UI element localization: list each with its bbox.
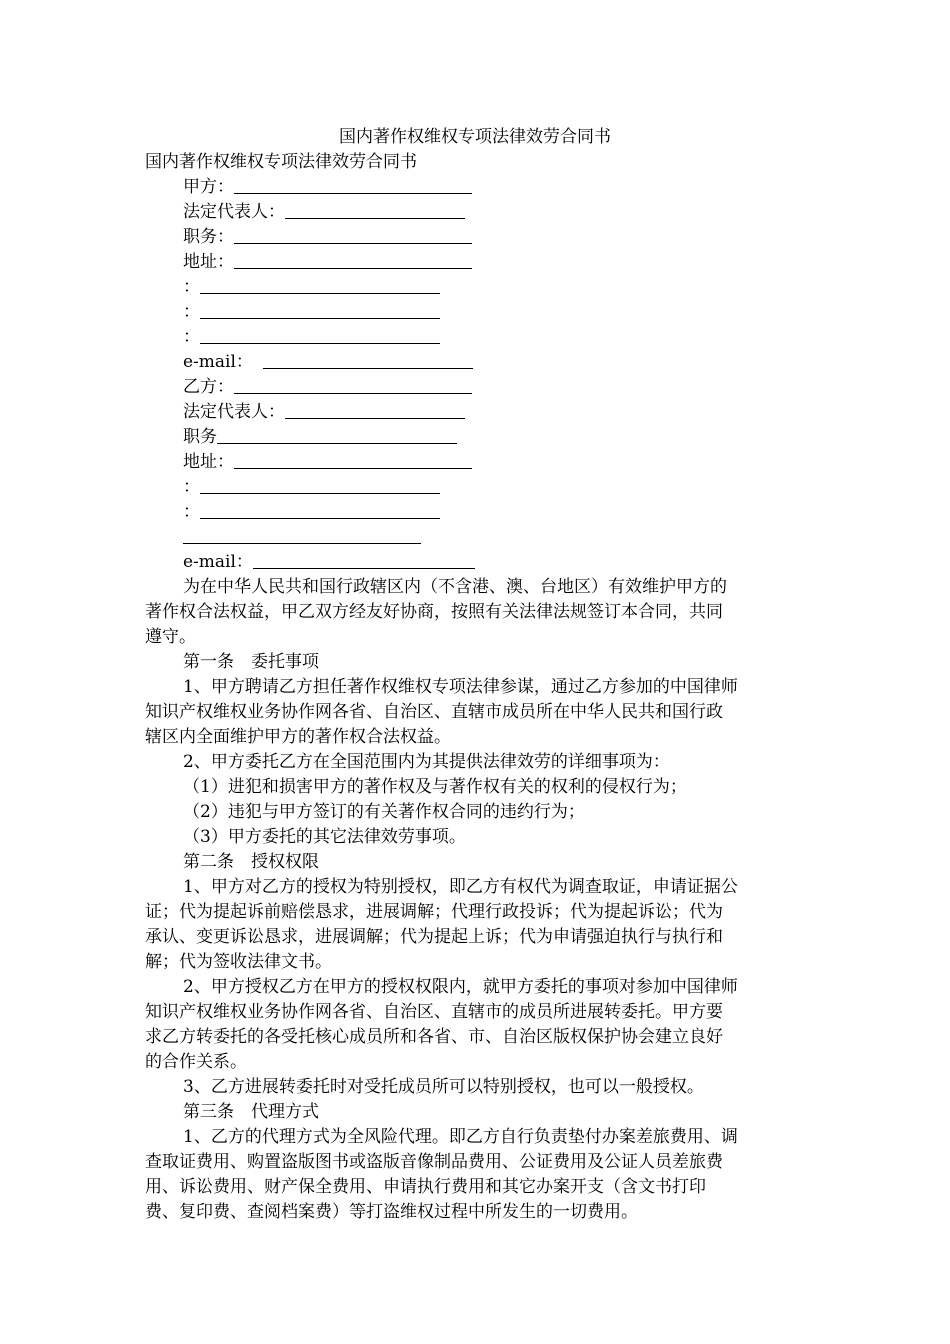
article-3-p1-line-3: 用、诉讼费用、财产保全费用、申请执行费用和其它办案开支（含文书打印 bbox=[145, 1177, 706, 1197]
party-a-colon-1: ： bbox=[183, 277, 200, 297]
party-b-extra-blank-1 bbox=[200, 476, 440, 494]
party-b-rep-field bbox=[183, 400, 465, 425]
party-b-name-label: 乙方： bbox=[183, 377, 234, 397]
party-a-extra-field-1 bbox=[183, 275, 440, 300]
article-2-p1-line-2: 证；代为提起诉前赔偿恳求，进展调解；代理行政投诉；代为提起诉讼；代为 bbox=[145, 902, 723, 922]
party-a-rep-field bbox=[183, 200, 465, 225]
party-a-name-field bbox=[183, 175, 472, 200]
party-b-extra-field-1 bbox=[183, 475, 440, 500]
party-a-position-blank bbox=[234, 226, 472, 244]
party-b-extra-blank-3 bbox=[183, 526, 421, 544]
party-a-name-blank bbox=[234, 176, 472, 194]
party-a-name-label: 甲方： bbox=[183, 177, 234, 197]
document-subtitle: 国内著作权维权专项法律效劳合同书 bbox=[145, 152, 417, 172]
article-1-p1-line-3: 辖区内全面维护甲方的著作权合法权益。 bbox=[145, 727, 451, 747]
party-a-address-label: 地址： bbox=[183, 252, 234, 272]
article-1-item-3: （3）甲方委托的其它法律效劳事项。 bbox=[183, 827, 466, 847]
party-a-extra-field-3 bbox=[183, 325, 440, 350]
article-2-p1-line-1: 1、甲方对乙方的授权为特别授权，即乙方有权代为调查取证，申请证据公 bbox=[183, 877, 738, 897]
party-b-email-label: e-mail： bbox=[183, 552, 253, 572]
preamble-line-2: 著作权合法权益，甲乙双方经友好协商，按照有关法律法规签订本合同，共同 bbox=[145, 602, 723, 622]
party-b-extra-field-2 bbox=[183, 500, 440, 525]
party-b-position-blank bbox=[217, 426, 457, 444]
party-a-colon-2: ： bbox=[183, 302, 200, 322]
party-a-colon-3: ： bbox=[183, 327, 200, 347]
party-b-position-field bbox=[183, 425, 457, 450]
party-a-extra-field-2 bbox=[183, 300, 440, 325]
party-a-address-field bbox=[183, 250, 472, 275]
article-2-p2-line-4: 的合作关系。 bbox=[145, 1052, 247, 1072]
party-a-email-field bbox=[183, 350, 473, 375]
preamble-line-3: 遵守。 bbox=[145, 627, 196, 647]
party-a-rep-blank bbox=[285, 201, 465, 219]
article-3-p1-line-4: 费、复印费、查阅档案费）等打盗维权过程中所发生的一切费用。 bbox=[145, 1202, 638, 1222]
party-b-colon-1: ： bbox=[183, 477, 200, 497]
article-2-heading: 第二条 授权权限 bbox=[183, 852, 319, 872]
party-a-rep-label: 法定代表人： bbox=[183, 202, 285, 222]
party-a-position-field bbox=[183, 225, 472, 250]
article-1-item-2: （2）违犯与甲方签订的有关著作权合同的违约行为； bbox=[183, 802, 585, 822]
article-3-heading: 第三条 代理方式 bbox=[183, 1102, 319, 1122]
party-a-extra-blank-3 bbox=[200, 326, 440, 344]
party-b-address-blank bbox=[234, 451, 472, 469]
article-1-item-1: （1）进犯和损害甲方的著作权及与著作权有关的权利的侵权行为； bbox=[183, 777, 687, 797]
article-3-p1-line-2: 查取证费用、购置盗版图书或盗版音像制品费用、公证费用及公证人员差旅费 bbox=[145, 1152, 723, 1172]
article-1-p2: 2、甲方委托乙方在全国范围内为其提供法律效劳的详细事项为： bbox=[183, 752, 670, 772]
article-1-p1-line-1: 1、甲方聘请乙方担任著作权维权专项法律参谋，通过乙方参加的中国律师 bbox=[183, 677, 738, 697]
article-1-heading: 第一条 委托事项 bbox=[183, 652, 319, 672]
article-2-p2-line-2: 知识产权维权业务协作网各省、自治区、直辖市的成员所进展转委托。甲方要 bbox=[145, 1002, 723, 1022]
party-b-email-blank bbox=[253, 551, 475, 569]
article-2-p1-line-3: 承认、变更诉讼恳求，进展调解；代为提起上诉；代为申请强迫执行与执行和 bbox=[145, 927, 723, 947]
party-b-name-field bbox=[183, 375, 472, 400]
preamble-line-1: 为在中华人民共和国行政辖区内（不含港、澳、台地区）有效维护甲方的 bbox=[183, 577, 727, 597]
article-3-p1-line-1: 1、乙方的代理方式为全风险代理。即乙方自行负责垫付办案差旅费用、调 bbox=[183, 1127, 738, 1147]
party-b-position-label: 职务 bbox=[183, 427, 217, 447]
party-b-extra-blank-2 bbox=[200, 501, 440, 519]
party-b-address-field bbox=[183, 450, 472, 475]
article-2-p2-line-1: 2、甲方授权乙方在甲方的授权权限内，就甲方委托的事项对参加中国律师 bbox=[183, 977, 738, 997]
party-a-address-blank bbox=[234, 251, 472, 269]
party-a-email-label: e-mail： bbox=[183, 352, 253, 372]
party-a-position-label: 职务： bbox=[183, 227, 234, 247]
party-b-extra-field-3 bbox=[183, 525, 421, 550]
article-2-p1-line-4: 解；代为签收法律文书。 bbox=[145, 952, 332, 972]
article-2-p3: 3、乙方进展转委托时对受托成员所可以特别授权，也可以一般授权。 bbox=[183, 1077, 704, 1097]
party-b-rep-blank bbox=[285, 401, 465, 419]
document-title: 国内著作权维权专项法律效劳合同书 bbox=[339, 127, 611, 147]
article-2-p2-line-3: 求乙方转委托的各受托核心成员所和各省、市、自治区版权保护协会建立良好 bbox=[145, 1027, 723, 1047]
party-b-colon-2: ： bbox=[183, 502, 200, 522]
article-1-p1-line-2: 知识产权维权业务协作网各省、自治区、直辖市成员所在中华人民共和国行政 bbox=[145, 702, 723, 722]
party-a-extra-blank-2 bbox=[200, 301, 440, 319]
party-b-rep-label: 法定代表人： bbox=[183, 402, 285, 422]
party-b-name-blank bbox=[234, 376, 472, 394]
party-a-extra-blank-1 bbox=[200, 276, 440, 294]
party-b-email-field bbox=[183, 550, 475, 575]
party-b-address-label: 地址： bbox=[183, 452, 234, 472]
party-a-email-blank bbox=[263, 351, 473, 369]
